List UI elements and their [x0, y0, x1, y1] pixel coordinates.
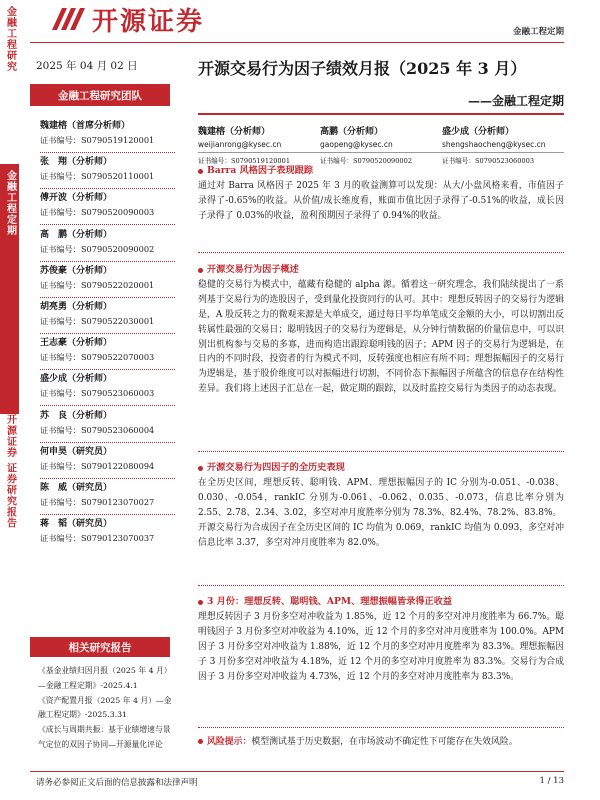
team-banner-text: 金融工程研究团队 — [58, 89, 142, 102]
analyst-name: 苏俊豪（分析师） — [40, 265, 113, 276]
logo-mark-icon — [50, 4, 86, 34]
risk-body: 模型测试基于历史数据，在市场波动不确定性下可能存在失效风险。 — [251, 737, 518, 747]
side-strip-mid — [0, 164, 19, 414]
author-name: 高鹏（分析师） — [320, 127, 384, 137]
risk-label: 风险提示： — [207, 737, 252, 747]
section-body: 通过对 Barra 风格因子 2025 年 3 月的收益测算可以发现：从大/小盘风格来看，市值因子录得了-0.65%的收益。从价值/成长维度看，账面市值比因子录得了-0.51%的收益，成长因子录得了 0.03%的收益，盈利预期因子录得了 0.94%的收益。 — [198, 180, 564, 221]
team-banner — [30, 84, 170, 106]
analyst-name: 蒋 韬（研究员） — [40, 519, 113, 530]
analyst-cert: 证书编号：S0790520110001 — [40, 171, 155, 182]
analyst-name: 苏 良（分析师） — [40, 410, 113, 421]
analyst-cert: 证书编号：S0790522030001 — [40, 315, 155, 326]
report-date: 2025 年 04 月 02 日 — [36, 60, 138, 72]
analyst-separator — [40, 405, 175, 406]
analyst-name: 王志豪（分析师） — [40, 338, 113, 349]
analyst-cert: 证书编号：S0790522070003 — [40, 352, 155, 363]
analyst-separator — [40, 442, 175, 443]
author-cert: 证书编号：S0790519120001 — [198, 152, 320, 165]
author-cert: 证书编号：S0790523060003 — [442, 152, 564, 165]
bullet-icon — [198, 600, 203, 605]
section-body: 理想反转因子 3 月份多空对冲收益为 1.85%，近 12 个月的多空对冲月度胜率为 66.7%。聪明钱因子 3 月份多空对冲收益为 4.10%，近 12 个月的多空对冲月度胜率为 100.0%。APM 因子 3 月份多空对冲收益为 1.88%，近 12 个月的多空对冲月度胜率为 83.3%。理想振幅因子 3 月份多空对冲收益为 4.18%，近 12 个月的多空对冲月度胜率为 83.3%。交易行为合成因子 3 月份多空对冲收益为 4.73%，近 12 个月的多空对冲月度胜率为 83.3%。 — [198, 611, 564, 682]
section-barra — [198, 164, 564, 224]
analyst-cert: 证书编号：S0790523060004 — [40, 424, 155, 435]
section-heading-text: 开源交易行为四因子的全历史表现 — [207, 462, 345, 473]
analyst-entry — [40, 299, 175, 335]
company-logo — [50, 2, 204, 36]
section-heading-text: 开源交易行为因子概述 — [207, 264, 299, 275]
analyst-cert: 证书编号：S0790523060003 — [40, 388, 155, 399]
report-subtitle: ——金融工程定期 — [467, 94, 564, 108]
section-overview — [198, 263, 564, 397]
author-block — [320, 124, 442, 165]
section-heading — [198, 263, 564, 278]
analyst-cert: 证书编号：S0790123070027 — [40, 496, 155, 507]
related-report-text[interactable]: 《基金业绩归因月报（2025 年 4 月）—金融工程定期》-2025.4.1 《资产配置月报（2025 年 4 月）—金融工程定期》-2025.3.31 《成长与周期共振：基于业绩增速与景气定位的双因子协同—开源量化评论 — [38, 666, 172, 749]
related-banner-text: 相关研究报告 — [68, 641, 132, 654]
analyst-entry — [40, 480, 175, 516]
header-divider — [30, 42, 564, 43]
bullet-icon — [198, 466, 203, 471]
side-strip-top-text: 金融工程研究 — [4, 6, 16, 72]
related-reports — [38, 664, 176, 753]
analyst-cert: 证书编号：S0790122080094 — [40, 460, 155, 471]
analyst-separator — [40, 333, 175, 334]
analyst-separator — [40, 224, 175, 225]
analyst-entry — [40, 335, 175, 371]
analyst-separator — [40, 152, 175, 153]
section-heading — [198, 461, 564, 476]
section-divider — [198, 585, 564, 586]
author-block — [198, 124, 320, 165]
analyst-separator — [40, 478, 175, 479]
author-name: 盛少成（分析师） — [442, 127, 515, 137]
analyst-name: 傅开波（分析师） — [40, 193, 113, 204]
section-body: 稳健的交易行为模式中，蕴藏有稳健的 alpha 源。循着这一研究理念，我们陆续提出了一系列基于交易行为的选股因子，受到量化投资同行的认可。其中：理想反转因子的交易行为逻辑是，A 股反转之力的微观来源是大单成交，通过每日平均单笔成交金额的大小，可以切割出反转属性最强的交易日；聪明钱因子的交易行为逻辑是，从分钟行情数据的价量信息中，可以识别出机构参与交易的多寡，进而构造出跟踪聪明钱的因子；APM 因子的交易行为逻辑是，在日内的不同时段，投资者的行为模式不同，反转强度也相应有所不同；理想振幅因子的交易行为逻辑是，基于股价维度可以对振幅进行切割，不同价态下振幅因子所蕴含的信息存在结构性差异。我们将上述因子汇总在一起，做定期的跟踪，以及时监控交易行为类因子的动态表现。 — [198, 279, 564, 395]
author-cert: 证书编号：S0790520090002 — [320, 152, 442, 165]
section-divider — [198, 252, 564, 253]
analyst-cert: 证书编号：S0790123070037 — [40, 533, 155, 544]
section-history — [198, 461, 564, 550]
section-heading-text: 3 月份：理想反转、聪明钱、APM、理想振幅皆录得正收益 — [207, 596, 453, 607]
analyst-name: 高 鹏（分析师） — [40, 229, 113, 240]
analyst-name: 何申昊（研究员） — [40, 446, 113, 457]
analyst-entry — [40, 227, 175, 263]
analyst-cert: 证书编号：S0790522020001 — [40, 279, 155, 290]
analyst-separator — [40, 369, 175, 370]
analyst-entry — [40, 263, 175, 299]
analyst-name: 张 翔（分析师） — [40, 157, 113, 168]
footer-divider — [30, 771, 564, 772]
analyst-entry — [40, 118, 175, 154]
side-strip-bottom — [0, 414, 19, 800]
analyst-entry — [40, 371, 175, 407]
bullet-icon — [198, 169, 203, 174]
author-email[interactable]: shengshaocheng@kysec.cn — [442, 140, 546, 149]
title-divider — [198, 113, 564, 115]
analyst-name: 胡亮勇（分析师） — [40, 301, 113, 312]
analyst-entry — [40, 408, 175, 444]
author-email[interactable]: weijianrong@kysec.cn — [198, 140, 282, 149]
analyst-entry — [40, 154, 175, 190]
related-banner — [30, 637, 170, 657]
page-number: 1 / 13 — [539, 776, 564, 786]
analyst-entry — [40, 516, 175, 552]
report-title: 开源交易行为因子绩效月报（2025 年 3 月） — [198, 59, 527, 78]
section-divider — [198, 451, 564, 452]
side-strip-bottom-text: 开源证券 证券研究报告 — [4, 414, 16, 529]
analyst-name: 魏建榕（首席分析师） — [40, 121, 131, 131]
side-strip-top — [0, 0, 19, 122]
analyst-entry — [40, 444, 175, 480]
analyst-separator — [40, 514, 175, 515]
analyst-list — [40, 118, 175, 552]
section-march — [198, 595, 564, 684]
analyst-cert: 证书编号：S0790519120001 — [40, 135, 155, 145]
section-heading-text: Barra 风格因子表现跟踪 — [207, 165, 314, 176]
bullet-icon — [198, 739, 203, 744]
analyst-separator — [40, 261, 175, 262]
analyst-separator — [40, 188, 175, 189]
footer-disclaimer: 请务必参阅正文后面的信息披露和法律声明 — [36, 778, 198, 788]
logo-text: 开源证券 — [92, 6, 205, 37]
section-body: 在全历史区间，理想反转、聪明钱、APM、理想振幅因子的 IC 分别为-0.051、-0.038、0.030、-0.054，rankIC 分别为-0.061、-0.062、0.035、-0.073，信息比率分别为 2.55、2.78、2.34、3.02，多空对冲月度胜率分别为 78.3%、82.4%、78.2%、83.8%。 — [198, 477, 564, 518]
section-heading — [198, 595, 564, 610]
author-email[interactable]: gaopeng@kysec.cn — [320, 140, 393, 149]
section-risk — [198, 735, 564, 750]
section-body: 开源交易行为合成因子在全历史区间的 IC 均值为 0.069，rankIC 均值为 0.093，多空对冲信息比率 3.37，多空对冲月度胜率为 82.0%。 — [198, 522, 564, 548]
analyst-entry — [40, 190, 175, 226]
analyst-separator — [40, 297, 175, 298]
bullet-icon — [198, 268, 203, 273]
analyst-name: 陈 威（研究员） — [40, 482, 113, 493]
author-block — [442, 124, 564, 165]
section-heading — [198, 164, 564, 179]
side-strip-mid-text: 金融工程定期 — [4, 170, 16, 236]
analyst-cert: 证书编号：S0790520090002 — [40, 243, 155, 254]
section-divider — [198, 727, 564, 728]
author-list — [198, 124, 564, 165]
report-category: 金融工程定期 — [512, 27, 564, 37]
author-name: 魏建榕（分析师） — [198, 127, 271, 137]
analyst-cert: 证书编号：S0790520090003 — [40, 207, 155, 218]
analyst-name: 盛少成（分析师） — [40, 374, 113, 385]
